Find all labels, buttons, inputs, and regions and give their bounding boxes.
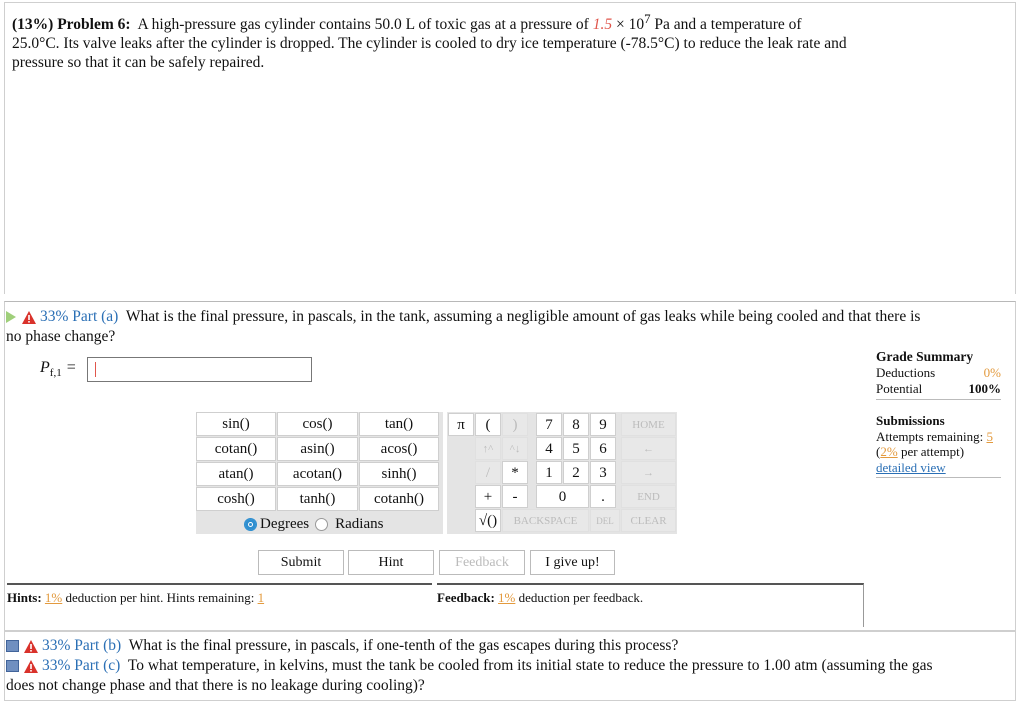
key-right-paren[interactable]: ) <box>502 413 528 436</box>
deductions-label: Deductions <box>876 365 936 380</box>
angle-mode <box>196 511 443 535</box>
potential-label: Potential <box>876 381 923 396</box>
key-7[interactable]: 7 <box>536 413 562 436</box>
part-c-question <box>6 656 933 676</box>
submissions-panel <box>876 413 1001 478</box>
key-cos[interactable]: cos() <box>277 412 358 436</box>
key-left-paren[interactable]: ( <box>475 413 501 436</box>
key-8[interactable]: 8 <box>563 413 589 436</box>
attempts-value: 5 <box>986 428 993 444</box>
key-cotanh[interactable]: cotanh() <box>359 487 439 511</box>
key-sinh[interactable]: sinh() <box>359 462 439 486</box>
key-atan[interactable]: atan() <box>196 462 276 486</box>
potential-value: 100% <box>968 381 1001 396</box>
key-9[interactable]: 9 <box>590 413 616 436</box>
key-minus[interactable]: - <box>502 485 528 508</box>
problem-statement <box>4 2 1016 294</box>
warning-icon <box>24 640 38 653</box>
problem-text: A high-pressure gas cylinder contains 50.0 L of toxic gas at a pressure of <box>137 16 589 34</box>
warning-icon <box>24 660 38 673</box>
answer-equals: = <box>65 359 77 376</box>
per-attempt-text: per attempt) <box>900 444 965 459</box>
answer-subscript: f,1 <box>49 367 62 380</box>
feedback-label: Feedback: <box>437 590 495 605</box>
answer-input[interactable] <box>87 357 312 382</box>
key-4[interactable]: 4 <box>536 437 562 460</box>
key-5[interactable]: 5 <box>563 437 589 460</box>
key-asin[interactable]: asin() <box>277 437 358 461</box>
per-attempt-paren: ( <box>876 444 881 459</box>
grade-divider <box>876 399 1001 400</box>
attempts-label: Attempts remaining: <box>876 428 984 444</box>
key-end[interactable]: END <box>621 485 676 508</box>
degrees-radio[interactable] <box>244 518 257 531</box>
key-sqrt[interactable]: √() <box>475 509 501 532</box>
key-2[interactable]: 2 <box>563 461 589 484</box>
answer-label <box>40 359 77 379</box>
key-home[interactable]: HOME <box>621 413 676 436</box>
hints-remaining: 1 <box>257 590 265 605</box>
hints-text: deduction per hint. Hints remaining: <box>65 590 255 605</box>
grade-summary <box>876 349 1001 400</box>
key-plus[interactable]: + <box>475 485 501 508</box>
key-0[interactable]: 0 <box>536 485 589 508</box>
problem-line-1 <box>12 9 1008 34</box>
feedback-pct: 1% <box>498 590 516 605</box>
function-key-grid <box>196 412 443 511</box>
detailed-view-link[interactable]: detailed view <box>876 459 946 475</box>
key-arrow-left[interactable]: ← <box>621 437 676 460</box>
submissions-divider <box>876 477 1001 478</box>
per-attempt-pct: 2% <box>880 444 898 459</box>
key-tanh[interactable]: tanh() <box>277 487 358 511</box>
grade-summary-title: Grade Summary <box>876 349 974 364</box>
collapsed-part-icon[interactable] <box>6 640 19 652</box>
function-keypad <box>196 412 443 534</box>
part-a-question <box>6 307 920 327</box>
key-backspace[interactable]: BACKSPACE <box>502 509 589 532</box>
submit-button[interactable]: Submit <box>258 550 344 575</box>
hints-label: Hints: <box>7 590 42 605</box>
part-c-label: 33% Part (c) <box>42 657 121 674</box>
key-clear[interactable]: CLEAR <box>621 509 676 532</box>
pressure-exponent: 7 <box>644 11 651 26</box>
key-acotan[interactable]: acotan() <box>277 462 358 486</box>
deductions-value: 0% <box>983 365 1001 380</box>
key-cosh[interactable]: cosh() <box>196 487 276 511</box>
hints-bar <box>7 583 432 627</box>
submissions-title: Submissions <box>876 413 945 428</box>
expand-triangle-icon[interactable] <box>6 311 16 323</box>
attempts-row <box>876 429 1001 445</box>
key-cotan[interactable]: cotan() <box>196 437 276 461</box>
key-6[interactable]: 6 <box>590 437 616 460</box>
pressure-times: × 10 <box>615 16 645 34</box>
part-b-text: What is the final pressure, in pascals, if one-tenth of the gas escapes during this process? <box>128 637 679 654</box>
degrees-label: Degrees <box>260 515 310 532</box>
key-del[interactable]: DEL <box>590 509 620 532</box>
radians-radio[interactable] <box>315 518 328 531</box>
key-1[interactable]: 1 <box>536 461 562 484</box>
part-b-label: 33% Part (b) <box>42 637 122 654</box>
problem-text-2: Pa and a temperature of <box>654 16 802 34</box>
key-acos[interactable]: acos() <box>359 437 439 461</box>
deductions-row <box>876 365 1001 381</box>
per-attempt-row <box>876 444 1001 460</box>
key-arrow-right[interactable]: → <box>621 461 676 484</box>
collapsed-part-icon[interactable] <box>6 660 19 672</box>
part-a-label: 33% Part (a) <box>40 308 119 325</box>
key-pi[interactable]: π <box>448 413 474 436</box>
key-sin[interactable]: sin() <box>196 412 276 436</box>
part-c-question-line-2: does not change phase and that there is no leakage during cooling)? <box>6 677 425 694</box>
warning-icon <box>22 311 36 324</box>
key-3[interactable]: 3 <box>590 461 616 484</box>
key-divide[interactable]: / <box>475 461 501 484</box>
text-caret <box>95 362 96 377</box>
hints-pct: 1% <box>44 590 63 605</box>
feedback-text: deduction per feedback. <box>518 590 644 605</box>
numeric-keypad <box>447 412 677 534</box>
answer-variable: P <box>40 359 50 376</box>
key-up[interactable]: ↑^ <box>475 437 501 460</box>
feedback-button[interactable]: Feedback <box>439 550 525 575</box>
part-a-text: What is the final pressure, in pascals, in the tank, assuming a negligible amount of gas leaks while being cooled and that there is <box>125 308 921 325</box>
key-multiply[interactable]: * <box>502 461 528 484</box>
pressure-value: 1.5 <box>592 16 613 34</box>
part-c-text: To what temperature, in kelvins, must the tank be cooled from its initial state to reduce the pressure to 1.00 atm (assuming the gas <box>127 657 933 674</box>
problem-line-3: pressure so that it can be safely repaired. <box>12 54 265 72</box>
part-a-question-line-2: no phase change? <box>6 328 116 345</box>
feedback-bar <box>437 583 864 627</box>
potential-row <box>876 381 1001 397</box>
part-b-question <box>6 636 678 656</box>
problem-line-2: 25.0°C. Its valve leaks after the cylinder is dropped. The cylinder is cooled to dry ice temperature (-78.5°C) to reduce the leak rate and <box>12 35 847 53</box>
radians-label: Radians <box>335 515 384 532</box>
give-up-button[interactable]: I give up! <box>530 550 615 575</box>
hint-button[interactable]: Hint <box>348 550 434 575</box>
key-tan[interactable]: tan() <box>359 412 439 436</box>
key-down[interactable]: ^↓ <box>502 437 528 460</box>
problem-header: (13%) Problem 6: <box>12 16 131 34</box>
key-decimal[interactable]: . <box>590 485 616 508</box>
